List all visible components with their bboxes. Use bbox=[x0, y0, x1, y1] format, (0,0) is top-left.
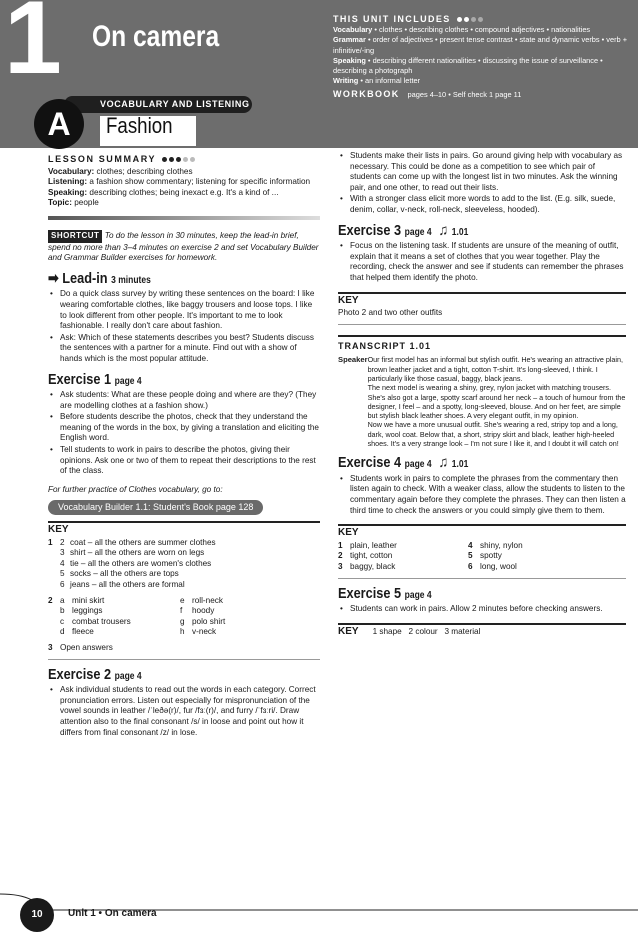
list-item: • Ask individual students to read out the words in each category. Correct pronunciation errors. Listen out especially for mispronunciation of the vowel sounds in leather /ˈleðə(r)/, fur /fɜː(r)/, and furry /ˈfɜːri/. Draw attention also to the final consonant /s/ in loose and point out how it differs from final consonant /z/ in lose. bbox=[48, 685, 320, 738]
transcript-line: The next model is wearing a shiny, grey, nylon jacket with matching trousers. She's also got a large, spotty scarf around her neck – a touch of humour from the designer, I feel – and a spotty, long-sleeved, blouse. And on her feet, are simple but stylish black leather shoes. A very elegant outfit, in my opinion. bbox=[367, 383, 626, 421]
further-practice: For further practice of Clothes vocabulary, go to: bbox=[48, 484, 223, 494]
transcript-line: Now we have a more unusual outfit. She's wearing a red, stripy top and a long, dark, wool coat. Below that, a short, stripy skirt and black, leather high-heeled shoes. It's a very strange look – I'm not sure I like it, and I doubt it will catch on! bbox=[367, 420, 619, 448]
key4-item: 4 shiny, nylon bbox=[468, 540, 523, 550]
right-top-list bbox=[338, 151, 626, 216]
list-item: • Before students describe the photos, check that they understand the meaning of the words in the box, by giving a translation and eliciting the English word. bbox=[48, 412, 320, 444]
audio-track-icon: ♫ bbox=[438, 221, 449, 239]
leadin-title: ➡ Lead-in 3 minutes bbox=[48, 269, 151, 287]
summary-listening: Listening: a fashion show commentary; listening for specific information bbox=[48, 177, 311, 187]
unit-includes bbox=[333, 14, 633, 101]
difficulty-dots-icon bbox=[455, 14, 483, 24]
key4-item: 6 long, wool bbox=[468, 562, 517, 572]
lesson-type-label: VOCABULARY AND LISTENING bbox=[64, 96, 252, 113]
list-item: • With a stronger class elicit more words to add to the list. (E.g. silk, suede, denim, collar, v-neck, roll-neck, sleeveless, hooded). bbox=[338, 194, 626, 215]
list-item: • Students work in pairs to complete the phrases from the commentary then listen again to check. With a weaker class, allow the students to listen to the commentary again before they complete the phrases. They can then listen a third time to check the answers or you could simply give them to them. bbox=[338, 474, 626, 516]
exercise2-list bbox=[48, 685, 320, 738]
list-item: • Do a quick class survey by writing these sentences on the board: I like wearing comfortable clothes, like baggy trousers and loose tops. I like to look different from other people. It's important to me to look fashionable. I really don't care about fashion. bbox=[48, 289, 320, 331]
key4-item: 5 spotty bbox=[468, 551, 502, 561]
list-item: • Students can work in pairs. Allow 2 minutes before checking answers. bbox=[338, 604, 626, 615]
list-item: • Students make their lists in pairs. Go around giving help with vocabulary as necessary. This could be done as a competition to see which pair of students can come up with the longest list in two minutes. Ask the winning pair, and one other, to read out their lists. bbox=[338, 151, 626, 193]
key1-heading: KEY bbox=[48, 524, 69, 536]
key1-q2-item: c combat trousers bbox=[60, 616, 131, 626]
left-column bbox=[48, 154, 320, 739]
transcript-line: Our first model has an informal but stylish outfit. He's wearing an attractive plain, brown leather jacket and a tight, cotton T-shirt. It's long-sleeved, I think. I particularly like those casual, baggy, black jeans. bbox=[367, 355, 624, 383]
key-divider bbox=[338, 578, 626, 579]
includes-workbook: WORKBOOK pages 4–10 • Self check 1 page 11 bbox=[333, 89, 522, 100]
key3 bbox=[338, 292, 626, 325]
shortcut-badge: SHORTCUT bbox=[48, 230, 102, 243]
key1-q3: 3 Open answers bbox=[48, 642, 113, 652]
key1-q2-item: d fleece bbox=[60, 627, 94, 637]
leadin-list bbox=[48, 289, 320, 364]
key1-q2-item: g polo shirt bbox=[180, 616, 226, 626]
exercise4-list bbox=[338, 474, 626, 516]
shortcut-note: SHORTCUT To do the lesson in 30 minutes, keep the lead-in brief, spend no more than 3–4 minutes on exercise 2 and set Vocabulary Builder and Grammar Builder exercises for homework. bbox=[48, 230, 319, 263]
includes-speaking: Speaking • describing different nationalities • discussing the issue of surveillance • describing a photograph bbox=[333, 55, 603, 76]
key1-q2-item: f hoody bbox=[180, 606, 215, 616]
summary-vocabulary: Vocabulary: clothes; describing clothes bbox=[48, 166, 193, 176]
unit-number: 1 bbox=[4, 0, 62, 96]
transcript-heading: TRANSCRIPT 1.01 bbox=[338, 340, 432, 351]
exercise2-title: Exercise 2 page 4 bbox=[48, 665, 142, 683]
transcript-body bbox=[338, 355, 626, 448]
list-item: • Ask: Which of these statements describes you best? Students discuss the sentences with a partner for a minute. Find out with a show of hands which is the most popular attitude. bbox=[48, 333, 320, 365]
key4-item: 3 baggy, black bbox=[338, 562, 396, 572]
key4-item: 2 tight, cotton bbox=[338, 551, 393, 561]
key4-item: 1 plain, leather bbox=[338, 540, 397, 550]
key-divider bbox=[48, 659, 320, 660]
includes-writing: Writing • an informal letter bbox=[333, 76, 421, 86]
key3-heading: KEY bbox=[338, 294, 359, 306]
key1-q1-row: 5 socks – all the others are tops bbox=[60, 569, 179, 579]
footer-label: Unit 1 • On camera bbox=[68, 908, 157, 919]
exercise1-title: Exercise 1 page 4 bbox=[48, 370, 142, 388]
transcript bbox=[338, 335, 626, 449]
exercise5-list bbox=[338, 604, 626, 615]
exercise5-title: Exercise 5 page 4 bbox=[338, 584, 432, 602]
lesson-summary-heading: LESSON SUMMARY bbox=[48, 154, 320, 165]
list-item: • Tell students to work in pairs to describe the photos, giving their opinions. Ask one or two of them to repeat their descriptions to the rest of the class. bbox=[48, 445, 320, 477]
section-divider bbox=[48, 216, 320, 220]
key4-heading: KEY bbox=[338, 527, 359, 539]
key1-q2: 2 a mini skirt e roll-neck b leggings f hoody c combat trousers g polo shirt d fleece h v-neck bbox=[48, 596, 320, 638]
exercise1-list bbox=[48, 390, 320, 477]
key1 bbox=[48, 521, 320, 660]
key3-answer: Photo 2 and two other outfits bbox=[338, 308, 443, 318]
key1-q1-row: 6 jeans – all the others are formal bbox=[60, 580, 185, 589]
key5-heading: KEY bbox=[338, 625, 359, 637]
key1-q2-item: a mini skirt bbox=[60, 595, 105, 605]
key4 bbox=[338, 524, 626, 578]
includes-vocabulary: Vocabulary • clothes • describing clothes • compound adjectives • nationalities bbox=[333, 25, 591, 35]
exercise3-list bbox=[338, 241, 626, 283]
list-item: • Ask students: What are these people doing and where are they? (They are modelling clothes at a fashion show.) bbox=[48, 390, 320, 411]
key1-q2-item: b leggings bbox=[60, 606, 103, 616]
lesson-title: Fashion bbox=[106, 113, 173, 138]
key1-q2-item: e roll-neck bbox=[180, 595, 223, 605]
summary-speaking: Speaking: describing clothes; being inexact e.g. It's a kind of ... bbox=[48, 187, 279, 197]
lesson-letter: A bbox=[34, 99, 84, 149]
vocabulary-builder-pill: Vocabulary Builder 1.1: Student's Book page 128 bbox=[48, 500, 263, 515]
summary-dots-icon bbox=[160, 154, 195, 165]
includes-grammar: Grammar • order of adjectives • present tense contrast • state and dynamic verbs • verb + infinitive/-ing bbox=[333, 35, 628, 55]
key1-q2-item: h v-neck bbox=[180, 627, 217, 637]
audio-track-icon: ♫ bbox=[438, 454, 449, 472]
key5-answer: 1 shape 2 colour 3 material bbox=[372, 626, 481, 636]
key1-q1-row: 1 2 coat – all the others are summer clothes bbox=[48, 537, 216, 547]
key5 bbox=[338, 623, 626, 640]
page-number: 10 bbox=[20, 898, 54, 932]
key1-q1-row: 3 shirt – all the others are worn on legs bbox=[60, 548, 205, 558]
list-item: • Focus on the listening task. If students are unsure of the meaning of outfit, explain that it means a set of clothes that you wear together. Play the recording, check the answer and see if students can remember the phrases that helped them identify the photo. bbox=[338, 241, 626, 283]
unit-includes-heading: THIS UNIT INCLUDES bbox=[333, 14, 633, 24]
unit-title: On camera bbox=[92, 20, 220, 53]
exercise4-title: Exercise 4 page 4 ♫ 1.01 bbox=[338, 454, 469, 472]
exercise3-title: Exercise 3 page 4 ♫ 1.01 bbox=[338, 221, 469, 239]
summary-topic: Topic: people bbox=[48, 198, 99, 208]
right-column bbox=[338, 151, 626, 639]
transcript-speaker: Speaker bbox=[338, 355, 368, 365]
key1-q1-row: 4 tie – all the others are women's clothes bbox=[60, 558, 212, 568]
